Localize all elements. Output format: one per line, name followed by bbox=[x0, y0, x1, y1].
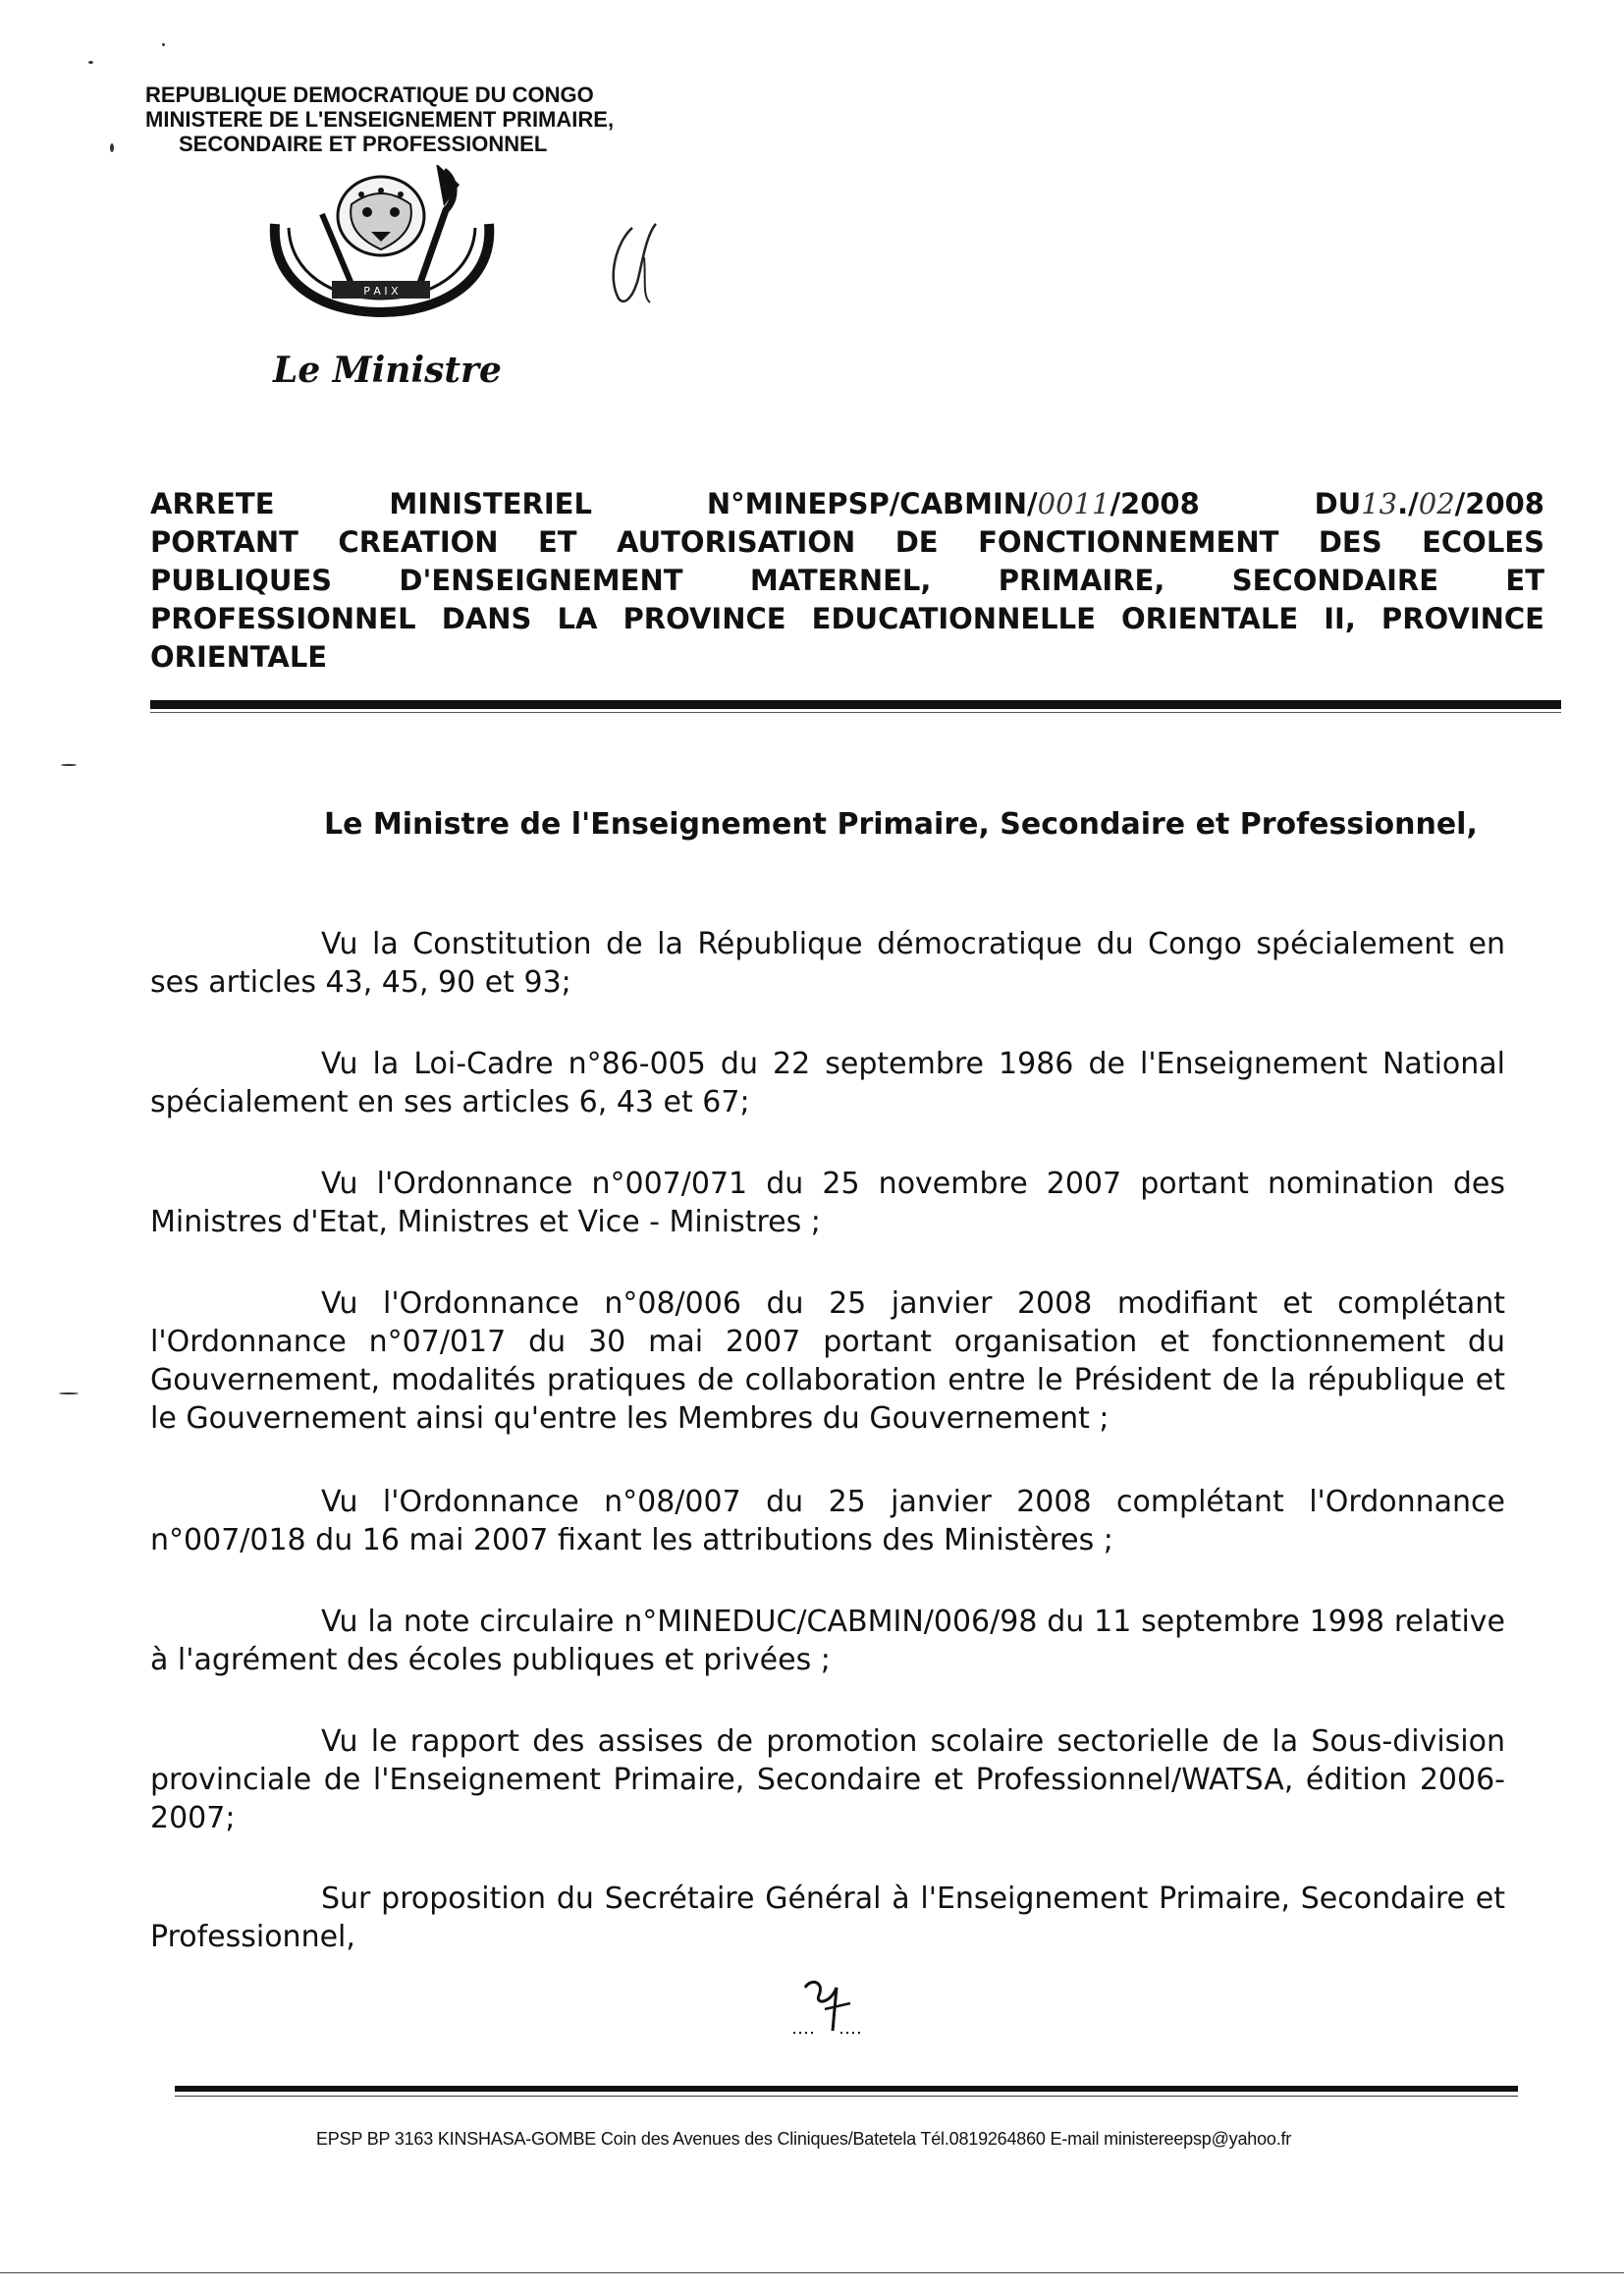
handwritten-initial bbox=[599, 218, 668, 308]
title-divider-thin bbox=[150, 712, 1561, 713]
title-word: MINISTERIEL bbox=[389, 487, 592, 520]
decree-title-line-5: ORIENTALE bbox=[150, 640, 328, 674]
handwritten-month: 02 bbox=[1418, 487, 1455, 520]
footer-divider bbox=[175, 2086, 1518, 2092]
scan-speck bbox=[59, 1392, 79, 1394]
emblem-motto: P A I X bbox=[363, 285, 399, 298]
decree-title bbox=[150, 485, 1544, 677]
minister-script-title: Le Ministre bbox=[273, 350, 502, 391]
scan-edge-line bbox=[0, 2272, 1624, 2273]
decree-date: DU13./02/2008 bbox=[1315, 485, 1544, 523]
letterhead bbox=[145, 82, 754, 156]
decree-title-line-2: PORTANT CREATION ET AUTORISATION DE FONCTIONNEMENT DES ECOLES bbox=[150, 525, 1544, 559]
minister-heading: Le Ministre de l'Enseignement Primaire, Secondaire et Professionnel, bbox=[324, 807, 1478, 842]
letterhead-country: REPUBLIQUE DEMOCRATIQUE DU CONGO bbox=[145, 82, 594, 107]
scan-speck bbox=[88, 61, 93, 64]
paragraph-note-circulaire: Vu la note circulaire n°MINEDUC/CABMIN/006/98 du 11 septembre 1998 relative à l'agrément des écoles publiques et privées ; bbox=[150, 1605, 1505, 1677]
paragraph-rapport: Vu le rapport des assises de promotion scolaire sectorielle de la Sous-division provinciale de l'Enseignement Primaire, Secondaire et Professionnel/WATSA, édition 2006-2007; bbox=[150, 1724, 1505, 1835]
footer-contact: EPSP BP 3163 KINSHASA-GOMBE Coin des Avenues des Cliniques/Batetela Tél.0819264860 E-mail ministereepsp@yahoo.fr bbox=[316, 2129, 1292, 2149]
coat-of-arms-emblem bbox=[263, 165, 509, 332]
decree-title-line-4: PROFESSIONNEL DANS LA PROVINCE EDUCATIONNELLE ORIENTALE II, PROVINCE bbox=[150, 602, 1544, 635]
footer-divider-thin bbox=[175, 2096, 1518, 2097]
handwritten-number: 0011 bbox=[1037, 487, 1110, 520]
paragraph-ordonnance-071: Vu l'Ordonnance n°007/071 du 25 novembre 2007 portant nomination des Ministres d'Etat, Ministres et Vice - Ministres ; bbox=[150, 1167, 1505, 1239]
scan-speck bbox=[162, 43, 165, 46]
page-initials bbox=[785, 1974, 870, 2043]
scan-speck bbox=[110, 143, 114, 152]
letterhead-ministry-cont: SECONDAIRE ET PROFESSIONNEL bbox=[179, 132, 548, 156]
decree-number: N°MINEPSP/CABMIN/0011/2008 bbox=[707, 485, 1200, 523]
scan-speck bbox=[61, 764, 77, 766]
paragraph-loi-cadre: Vu la Loi-Cadre n°86-005 du 22 septembre 1986 de l'Enseignement National spécialement en ses articles 6, 43 et 67; bbox=[150, 1047, 1505, 1119]
paragraph-proposition: Sur proposition du Secrétaire Général à l'Enseignement Primaire, Secondaire et Professionnel, bbox=[150, 1882, 1505, 1954]
decree-title-line-3: PUBLIQUES D'ENSEIGNEMENT MATERNEL, PRIMAIRE, SECONDAIRE ET bbox=[150, 564, 1544, 597]
title-word: ARRETE bbox=[150, 487, 275, 520]
paragraph-ordonnance-006: Vu l'Ordonnance n°08/006 du 25 janvier 2008 modifiant et complétant l'Ordonnance n°07/017 du 30 mai 2007 portant organisation et fonctionnement du Gouvernement, modalités pratiques de collaboration entre le Président de la république et le Gouvernement ainsi qu'entre les Membres du Gouvernement ; bbox=[150, 1286, 1505, 1436]
letterhead-ministry: MINISTERE DE L'ENSEIGNEMENT PRIMAIRE, bbox=[145, 107, 615, 132]
title-divider bbox=[150, 700, 1561, 709]
decree-title-line-1 bbox=[150, 485, 1544, 523]
paragraph-constitution: Vu la Constitution de la République démocratique du Congo spécialement en ses articles 43, 45, 90 et 93; bbox=[150, 927, 1505, 1000]
paragraph-ordonnance-007: Vu l'Ordonnance n°08/007 du 25 janvier 2008 complétant l'Ordonnance n°007/018 du 16 mai 2007 fixant les attributions des Ministères ; bbox=[150, 1485, 1505, 1557]
handwritten-day: 13 bbox=[1361, 487, 1398, 520]
